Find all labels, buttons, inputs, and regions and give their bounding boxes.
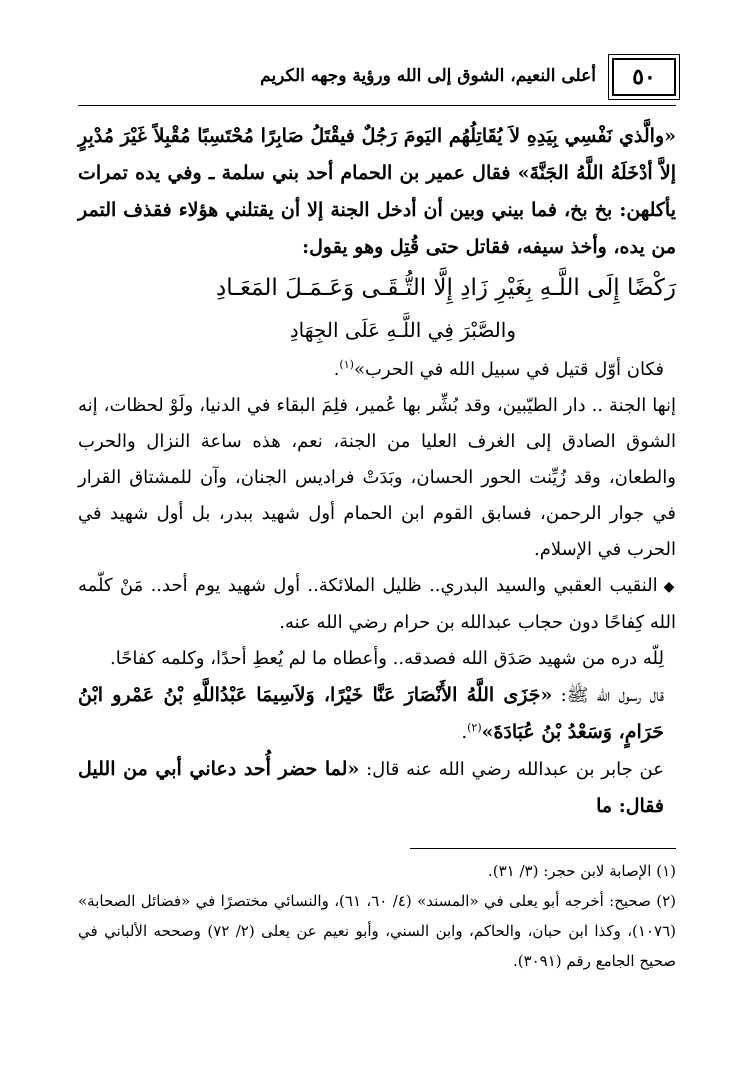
header-divider [78,105,676,106]
footnote-divider [410,848,676,849]
paragraph-abdullah-haram [78,568,676,641]
footnote-ref-1: (١) [339,358,354,371]
paragraph-text: إنها الجنة .. دار الطيّبين، وقد بُشِّر بها عُمير، فلِمَ البقاء في الدنيا، ولَوْ لحظات، إنه الشوق الصادق إلى الغرف العليا من الجنة، نعم، هذه ساعة النزال والحرب والطعان، وقد زُيِّنت الحور الحسان، وبَدَتْ فراديس الجنان، وآن للمشتاق القرار في جوار الرحمن، فسابق القوم ابن الحمام أول شهيد ببدر، بل أول شهيد في الحرب في الإسلام. [78,395,676,560]
diamond-bullet-icon: ◆ [663,579,676,595]
footnote-1: (١) الإصابة لابن حجر: (٣/ ٣١). [487,862,676,880]
poem-verse-1: رَكْضًا إِلَى اللَّـهِ بِغَيْرِ زَادِ إِلَّا التُّـقَـى وَعَـمَـلَ المَعَـادِ [216,275,676,301]
page-header [78,58,676,98]
paragraph-badr-hadith [78,118,676,266]
poem-verse-2: والصَّبْرَ فِي اللَّـهِ عَلَى الجِهَادِ [289,318,516,342]
paragraph-jabir [78,751,676,825]
paragraph-paradise [78,388,676,568]
main-text [78,118,676,825]
hadith-text: «جَزَى اللَّهُ الأَنْصَارَ عَنَّا خَيْرًا، وَلاَسِيمَا عَبْدُاللَّهِ بْنُ عَمْرو ابْنُ حَرَامٍ، وَسَعْدُ بْنُ عُبَادَةَ» [78,684,664,743]
paragraph-text: فكان أوّل قتيل في سبيل الله في الحرب» [353,359,664,380]
paragraph-praise [78,641,676,677]
paragraph-prophet-saying: قال رسول الله ﷺ: «جَزَى اللَّهُ الأَنْصَارَ عَنَّا خَيْرًا، وَلاَسِيمَا عَبْدُاللَّهِ بْنُ عَمْرو ابْنُ حَرَامٍ، وَسَعْدُ بْنُ عُبَادَةَ»$^{(٢)}$. [78,684,665,743]
footnotes [78,856,676,976]
running-title: أعلى النعيم، الشوق إلى الله ورؤية وجهه الكريم [260,66,596,86]
paragraph-text: لِلّه دره من شهيد صَدَق الله فصدقه.. وأعطاه ما لم يُعطِ أحدًا، وكلمه كفاحًا. [109,648,664,669]
footnote-ref-2: (٢) [467,721,482,734]
paragraph-intro: قال رسول الله ﷺ: [552,685,665,706]
footnote-2: (٢) صحيح: أخرجه أبو يعلى في «المسند» (٤/ ٦٠، ٦١)، والنسائي مختصرًا في «فضائل الصحابة» (١٠٧٦)، وكذا ابن حبان، والحاكم، وابن السني، وأبو نعيم عن يعلى (٢/ ٧٢) وصححه الألباني في صحيح الجامع رقم (٣٠٩١). [78,892,676,970]
paragraph-text: النقيب العقبي والسيد البدري.. ظليل الملائكة.. أول شهيد يوم أحد.. مَنْ كلّمه الله كِفاحًا دون حجاب عبدالله بن حرام رضي الله عنه. [78,575,676,633]
paragraph-text: «والَّذي نَفْسِي بِيَدِهِ لاَ يُقَاتِلُهُم اليَومَ رَجُلٌ فيقْتَلُ صَابِرًا مُحْتَسِبًا مُقْبِلاً غَيْرَ مُدْبِرٍ إلاَّ أدْخَلَهُ اللَّهُ الجَنَّةَ» فقال عمير بن الحمام أحد بني سلمة ـ وفي يده تمرات يأكلهن: بخ بخ، فما بيني وبين أن أدخل الجنة إلا أن يقتلني هؤلاء فقذف التمر من يده، وأخذ سيفه، فقاتل حتى قُتِل وهو يقول: [78,125,676,258]
hadith-text: «لما حضر أُحد دعاني أبي من الليل فقال: ما [78,758,664,817]
page-number: ٥٠ [612,58,676,96]
paragraph-first-martyr: فكان أوّل قتيل في سبيل الله في الحرب»$^{(١)}$. [333,358,664,380]
paragraph-intro: عن جابر بن عبدالله رضي الله عنه قال: [359,759,664,780]
